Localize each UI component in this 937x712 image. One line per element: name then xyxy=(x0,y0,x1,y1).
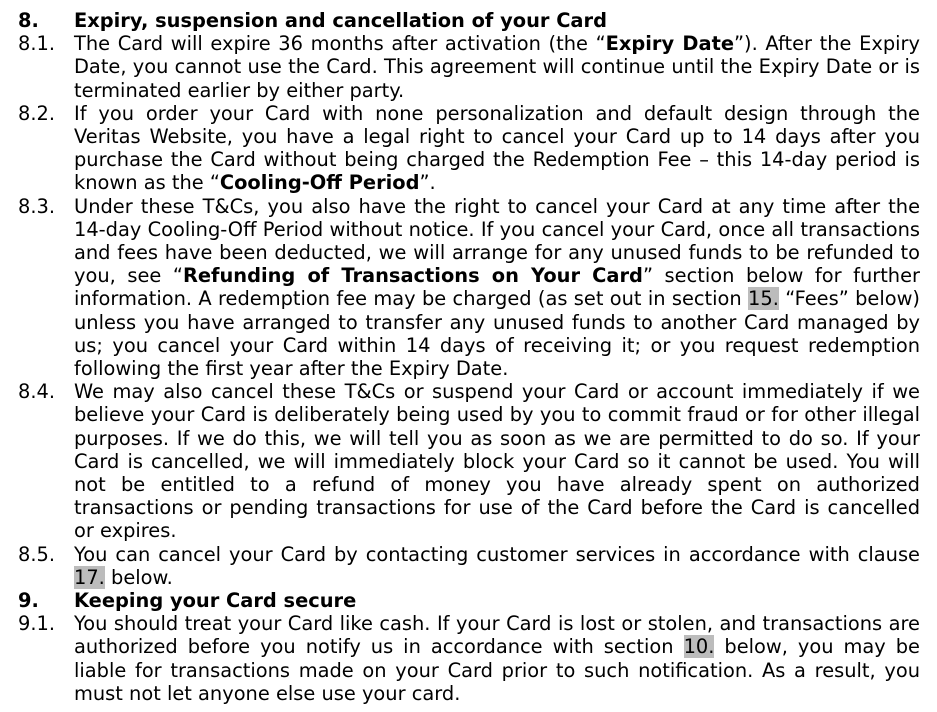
clause-text-part: You should treat your Card like cash. If your Card is lost or stolen, and transactions are authorized before you notify us in accordance with section xyxy=(74,612,920,659)
section-number: 9. xyxy=(18,589,39,613)
clause-text-part: below. xyxy=(104,565,173,589)
clause-9-1 xyxy=(18,612,920,705)
cross-reference-link[interactable]: 15. xyxy=(748,287,779,311)
clause-text xyxy=(74,195,920,381)
clause-text-part: “Fees” below) unless you have arranged to transfer any unused funds to another Card managed by us; you cancel your Card within 14 days of receiving it; or you request redemption following the first year after the Expiry Date. xyxy=(74,287,921,381)
clause-text xyxy=(74,102,920,195)
clause-8-1 xyxy=(18,32,920,102)
section-heading-9 xyxy=(18,589,920,612)
clause-text-part: below, you may be liable for transactions made on your Card prior to such notification. As a result, you must not let anyone else use your card. xyxy=(74,635,920,705)
clause-8-5 xyxy=(18,543,920,589)
defined-term: Cooling-Off Period xyxy=(219,171,420,195)
clause-8-2 xyxy=(18,102,920,195)
clause-number: 8.4. xyxy=(18,380,56,404)
clause-number: 8.1. xyxy=(18,32,56,56)
defined-term: Refunding of Transactions on Your Card xyxy=(182,264,643,288)
cross-reference-link[interactable]: 10. xyxy=(683,635,715,659)
clause-text xyxy=(74,32,920,102)
clause-text-part: Under these T&Cs, you also have the right to cancel your Card at any time after the 14-day Cooling-Off Period without notice. If you cancel your Card, once all transactions and fees have been deducted, we will arrange for any unused funds to be refunded to you, see “ xyxy=(74,194,920,288)
clause-text-part: If you order your Card with none personalization and default design through the Veritas Website, you have a legal right to cancel your Card up to 14 days after you purchase the Card without being charged the Redemption Fee – this 14-day period is known as the “ xyxy=(74,101,920,195)
clause-text: We may also cancel these T&Cs or suspend your Card or account immediately if we believe your Card is deliberately being used by you to commit fraud or for other illegal purposes. If we do this, we will tell you as soon as we are permitted to do so. If your Card is cancelled, we will immediately block your Card so it cannot be used. You will not be entitled to a refund of money you have already spent on authorized transactions or pending transactions for use of the Card before the Card is cancelled or expires. xyxy=(74,380,920,543)
clause-text xyxy=(74,612,920,705)
clause-number: 8.2. xyxy=(18,101,56,125)
document-body xyxy=(18,9,920,705)
clause-text-part: You can cancel your Card by contacting customer services in accordance with clause xyxy=(74,542,920,566)
defined-term: Expiry Date xyxy=(605,32,734,56)
clause-number: 8.5. xyxy=(18,542,56,566)
section-number: 8. xyxy=(18,9,39,32)
section-title: Expiry, suspension and cancellation of your Card xyxy=(74,9,607,32)
cross-reference-link[interactable]: 17. xyxy=(74,565,105,589)
clause-text xyxy=(74,543,920,589)
section-title: Keeping your Card secure xyxy=(74,589,357,613)
clause-8-3 xyxy=(18,195,920,381)
clause-number: 8.3. xyxy=(18,194,56,218)
clause-text-part: ”. xyxy=(419,171,436,195)
clause-text-part: ” section below for further information. A redemption fee may be charged (as set out in section xyxy=(74,264,920,311)
clause-text-part: The Card will expire 36 months after activation (the “ xyxy=(74,32,606,56)
clause-8-4 xyxy=(18,380,920,542)
clause-text-part: ”). After the Expiry Date, you cannot use the Card. This agreement will continue until the Expiry Date or is terminated earlier by either party. xyxy=(74,32,920,102)
clause-number: 9.1. xyxy=(18,612,56,636)
section-heading-8 xyxy=(18,9,920,32)
